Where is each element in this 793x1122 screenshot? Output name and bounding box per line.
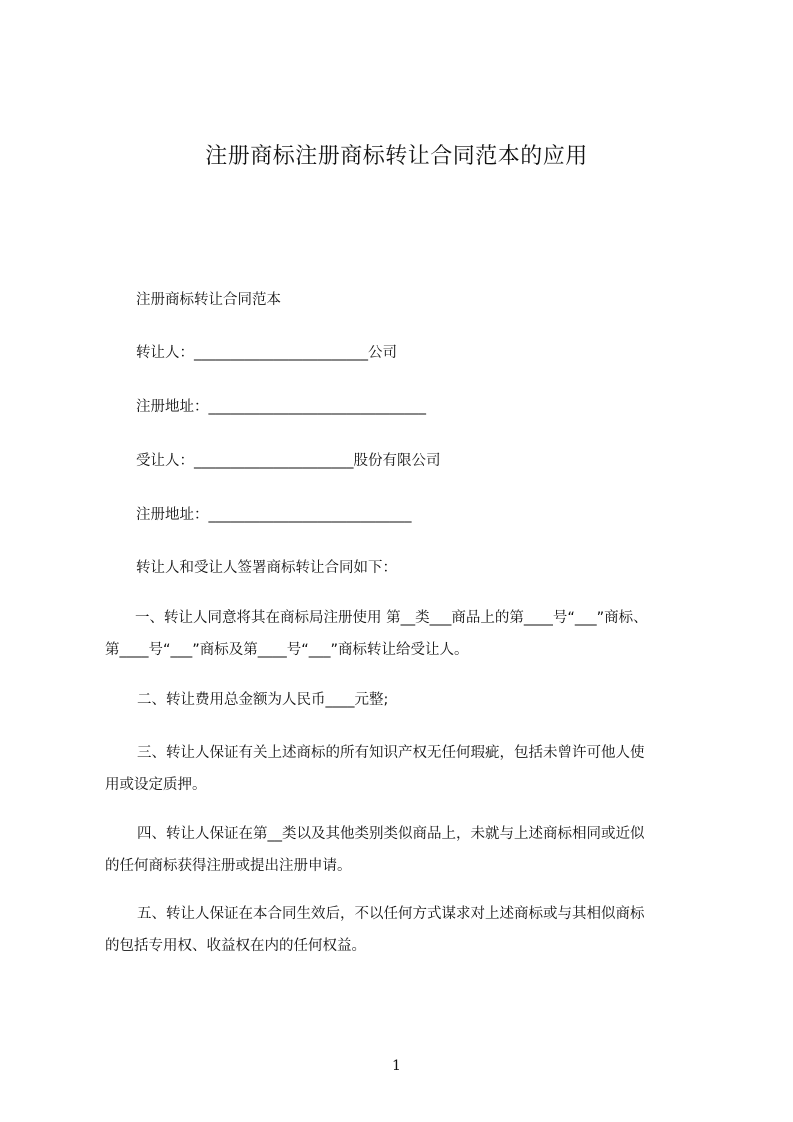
clause-4-line-2: 的任何商标获得注册或提出注册申请。 — [105, 858, 352, 874]
clause-5 — [105, 898, 705, 962]
transferee-address-field: 注册地址：____________________________ — [136, 507, 412, 523]
clause-3-line-2: 用或设定质押。 — [105, 777, 207, 793]
transferor-address-field: 注册地址：______________________________ — [136, 399, 426, 415]
clause-5-line-1: 五、转让人保证在本合同生效后，不以任何方式谋求对上述商标或与其相似商标 — [137, 906, 645, 922]
contract-intro: 转让人和受让人签署商标转让合同如下： — [136, 560, 397, 576]
clause-1-line-1: 一、转让人同意将其在商标局注册使用 第__类___商品上的第____号“___”商标、 — [135, 610, 648, 626]
page-number: 1 — [392, 1058, 401, 1074]
clause-5-line-2: 的包括专用权、收益权在内的任何权益。 — [105, 938, 366, 954]
clause-1-line-2: 第____号“___”商标及第____号“___”商标转让给受让人。 — [105, 642, 469, 658]
clause-2-line-1: 二、转让费用总金额为人民币____元整; — [137, 692, 389, 708]
clause-3-line-1: 三、转让人保证有关上述商标的所有知识产权无任何瑕疵，包括未曾许可他人使 — [137, 745, 645, 761]
clause-4 — [105, 818, 705, 882]
clause-2 — [105, 684, 705, 716]
clause-4-line-1: 四、转让人保证在第__类以及其他类别类似商品上，未就与上述商标相同或近似 — [137, 826, 645, 842]
clause-3 — [105, 737, 705, 801]
transferor-field: 转让人：________________________公司 — [136, 345, 397, 361]
contract-heading: 注册商标转让合同范本 — [136, 292, 281, 308]
document-title: 注册商标注册商标转让合同范本的应用 — [205, 144, 588, 169]
clause-1 — [105, 602, 705, 666]
transferee-field: 受让人：______________________股份有限公司 — [136, 453, 441, 469]
